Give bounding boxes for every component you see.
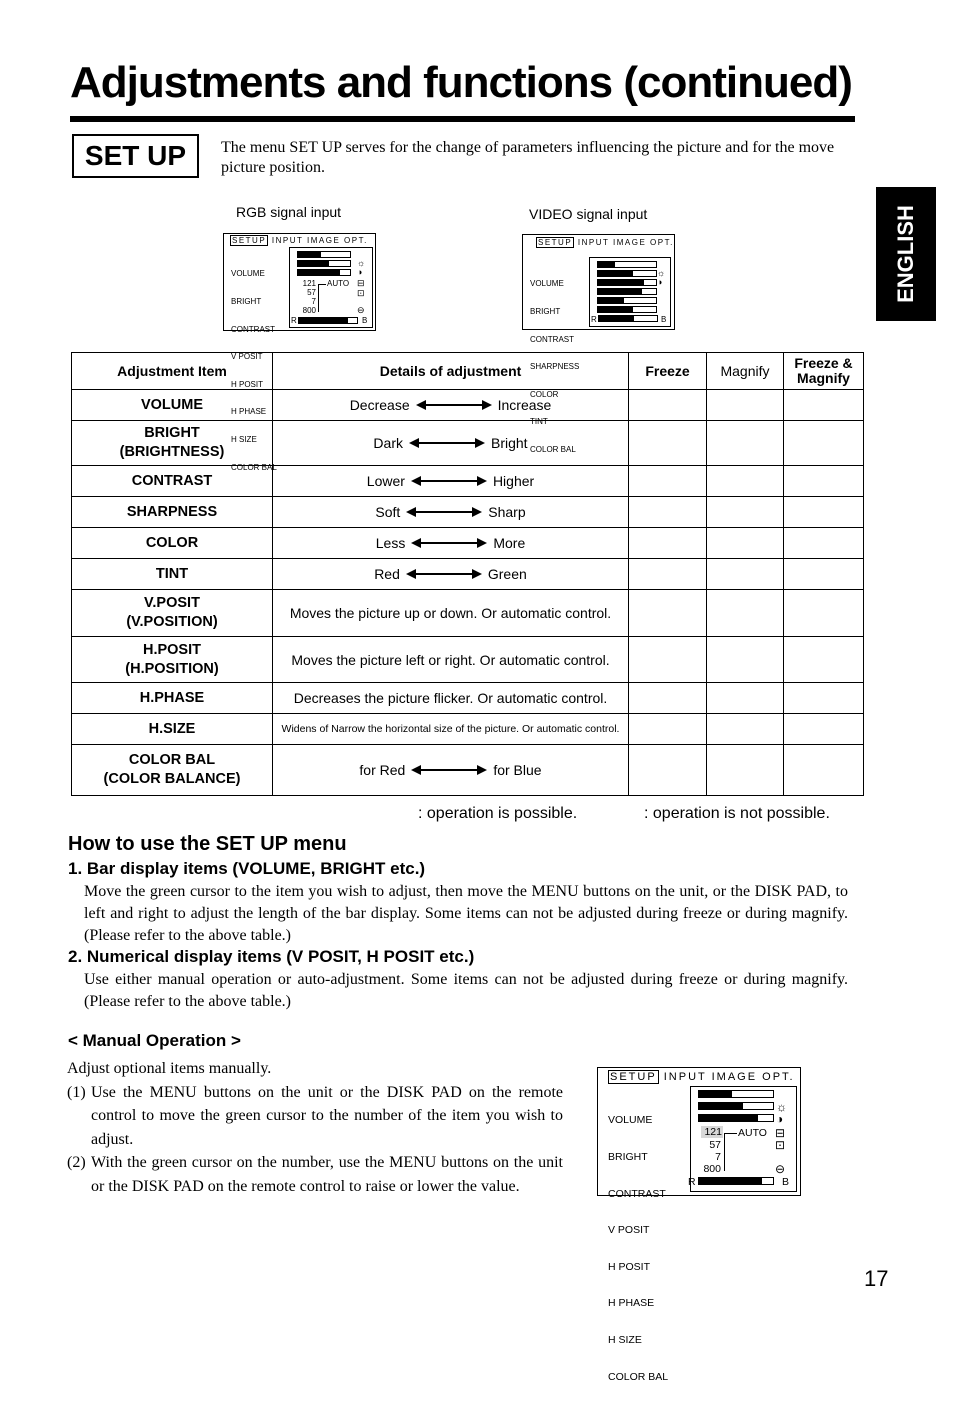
osd-tab-input: INPUT	[271, 236, 304, 245]
step-number: (2)	[67, 1154, 86, 1171]
osd-volume-bar	[597, 261, 657, 268]
table-row	[72, 637, 864, 683]
manual-steps	[67, 1057, 563, 1198]
item1-title: 1. Bar display items (VOLUME, BRIGHT etc.)	[68, 859, 426, 878]
row-detail: Widens of Narrow the horizontal size of the picture. Or automatic control.	[273, 714, 629, 745]
osd-label: TINT	[530, 417, 548, 427]
freeze-magnify-cell	[784, 421, 864, 466]
header-freeze: Freeze	[629, 353, 707, 390]
osd-bal-right: B	[661, 315, 667, 324]
title-rule	[70, 116, 855, 122]
osd-sharpness-bar	[597, 288, 657, 295]
double-arrow-icon	[406, 507, 482, 517]
page-title: Adjustments and functions (continued)	[70, 58, 852, 107]
magnify-cell	[707, 559, 784, 590]
osd-bright-bar	[297, 260, 351, 267]
osd-tab-opt: OPT.	[762, 1071, 795, 1083]
freeze-cell	[629, 559, 707, 590]
magnify-cell	[707, 528, 784, 559]
osd-contrast-bar	[698, 1114, 774, 1122]
legend-not-possible: : operation is not possible.	[644, 805, 830, 822]
osd-h-size-value: 800	[302, 306, 316, 315]
osd-label: H PHASE	[231, 407, 267, 417]
rgb-caption: RGB signal input	[236, 204, 342, 220]
freeze-cell	[629, 466, 707, 497]
double-arrow-icon	[416, 400, 492, 410]
table-row	[72, 745, 864, 796]
row-detail: Decreases the picture flicker. Or automatic control.	[273, 683, 629, 714]
osd-color-bal-bar	[598, 315, 658, 322]
osd-h-phase-value: 7	[715, 1151, 721, 1163]
table-row	[72, 466, 864, 497]
freeze-magnify-cell	[784, 683, 864, 714]
magnify-cell	[707, 421, 784, 466]
osd-tint-bar	[597, 306, 657, 313]
osd-bal-left: R	[591, 315, 597, 324]
step-text: With the green cursor on the number, use the MENU buttons on the unit or the DISK PAD on the remote control to raise or lower the value.	[91, 1154, 563, 1195]
manual-operation-title: < Manual Operation >	[68, 1031, 241, 1050]
osd-bright-bar-fill	[699, 1103, 743, 1109]
osd-sharpness-bar-fill	[598, 289, 642, 294]
magnify-cell	[707, 745, 784, 796]
magnify-cell	[707, 590, 784, 637]
osd-label: H SIZE	[231, 435, 257, 445]
osd-bright-bar-fill	[298, 261, 329, 266]
freeze-magnify-cell	[784, 590, 864, 637]
row-item: H.SIZE	[72, 714, 273, 745]
osd-label: BRIGHT	[231, 297, 262, 307]
adjustment-table	[71, 352, 864, 796]
osd-label: VOLUME	[231, 269, 265, 279]
range-high-label: Bright	[490, 435, 528, 451]
range-high-label: More	[493, 535, 526, 551]
freeze-cell	[629, 683, 707, 714]
osd-label: H POSIT	[608, 1260, 651, 1273]
osd-color-bar	[597, 297, 657, 304]
freeze-magnify-cell	[784, 714, 864, 745]
contrast-icon: ◑	[776, 1112, 784, 1126]
video-caption: VIDEO signal input	[529, 206, 648, 222]
item1-text: Move the green cursor to the item you wish to adjust, then move the MENU buttons on the unit, or the DISK PAD, to left and right to adjust the length of the bar display. Some items can not be adjusted during freeze or during magnify. (Please refer to the above table.)	[84, 883, 848, 944]
osd-volume-bar-fill	[598, 262, 615, 267]
double-arrow-icon	[411, 476, 487, 486]
row-detail	[273, 745, 629, 796]
osd-bright-bar-fill	[598, 271, 633, 276]
osd-label: CONTRAST	[608, 1187, 666, 1200]
osd-auto-label: AUTO	[738, 1127, 767, 1139]
osd-value-bracket	[318, 284, 319, 312]
osd-bright-bar	[698, 1102, 774, 1110]
range-low-label: Soft	[375, 504, 401, 520]
double-arrow-icon	[411, 538, 487, 548]
osd-h-phase-value: 7	[311, 297, 316, 306]
row-item: V.POSIT (V.POSITION)	[72, 590, 273, 637]
osd-volume-bar-fill	[699, 1091, 732, 1097]
osd-label: BRIGHT	[608, 1151, 648, 1164]
osd-tabs	[608, 1071, 795, 1083]
range-high-label: Green	[487, 566, 527, 582]
header-magnify: Magnify	[707, 353, 784, 390]
osd-volume-bar	[297, 251, 351, 258]
double-arrow-icon	[406, 569, 482, 579]
row-detail	[273, 559, 629, 590]
osd-label: VOLUME	[608, 1114, 653, 1127]
osd-tint-bar-fill	[598, 307, 633, 312]
osd-bal-right: B	[362, 316, 368, 325]
osd-tab-setup: SETUP	[538, 238, 573, 247]
table-header-row	[72, 353, 864, 390]
row-detail	[273, 421, 629, 466]
intro-text: The menu SET UP serves for the change of parameters influencing the picture and for the move picture position.	[221, 139, 835, 176]
table-row	[72, 590, 864, 637]
manual-intro: Adjust optional items manually.	[67, 1060, 272, 1077]
osd-tab-opt: OPT.	[650, 238, 674, 247]
osd-auto-connector	[318, 284, 326, 285]
osd-bal-left: R	[688, 1176, 696, 1188]
language-side-tab-label: ENGLISH	[893, 205, 918, 303]
language-side-tab	[876, 187, 936, 321]
osd-bal-right: B	[782, 1176, 790, 1188]
freeze-magnify-cell	[784, 745, 864, 796]
row-detail	[273, 528, 629, 559]
v-position-icon: ⊟	[775, 1126, 786, 1140]
double-arrow-icon	[411, 765, 487, 775]
row-item: SHARPNESS	[72, 497, 273, 528]
osd-h-posit-value: 57	[709, 1139, 721, 1151]
list-item	[67, 1151, 563, 1198]
freeze-magnify-cell	[784, 528, 864, 559]
magnify-cell	[707, 683, 784, 714]
freeze-magnify-cell	[784, 497, 864, 528]
magnify-cell	[707, 497, 784, 528]
magnify-cell	[707, 466, 784, 497]
h-size-icon: ⊖	[775, 1162, 786, 1176]
osd-h-posit-value: 57	[307, 288, 316, 297]
brightness-icon: ☼	[657, 268, 666, 278]
osd-contrast-bar-fill	[598, 280, 644, 285]
osd-color-bal-bar	[298, 317, 358, 324]
osd-tab-image: IMAGE	[307, 236, 341, 245]
header-adjustment-item: Adjustment Item	[72, 353, 273, 390]
table-row	[72, 497, 864, 528]
osd-tab-setup: SETUP	[232, 236, 267, 245]
item2-text: Use either manual operation or auto-adjustment. Some items can not be adjusted during freeze or during magnify. (Please refer to the above table.)	[84, 971, 848, 1010]
osd-bal-left: R	[291, 316, 297, 325]
osd-auto-connector	[724, 1133, 737, 1134]
header-details: Details of adjustment	[273, 353, 629, 390]
item2-title: 2. Numerical display items (V POSIT, H POSIT etc.)	[68, 947, 475, 966]
osd-v-posit-value-highlighted: 121	[701, 1126, 723, 1138]
freeze-magnify-cell	[784, 559, 864, 590]
osd-label: COLOR BAL	[231, 462, 277, 472]
range-low-label: Less	[375, 535, 406, 551]
osd-bright-bar	[597, 270, 657, 277]
osd-label: V POSIT	[608, 1224, 650, 1237]
osd-auto-label: AUTO	[327, 279, 350, 288]
osd-color-bal-bar-fill	[299, 318, 348, 323]
osd-labels	[608, 1090, 668, 1407]
page-number: 17	[864, 1266, 889, 1291]
row-item: H.POSIT (H.POSITION)	[72, 637, 273, 683]
table-row	[72, 528, 864, 559]
range-low-label: for Red	[359, 762, 406, 778]
osd-label: H PHASE	[608, 1297, 655, 1310]
osd-contrast-bar	[297, 269, 351, 276]
osd-tabs	[230, 236, 368, 245]
magnify-cell	[707, 637, 784, 683]
freeze-cell	[629, 590, 707, 637]
row-detail	[273, 390, 629, 421]
osd-label: SHARPNESS	[530, 362, 580, 372]
osd-label: CONTRAST	[530, 334, 574, 344]
osd-color-bal-bar-fill	[699, 1178, 762, 1184]
row-item: TINT	[72, 559, 273, 590]
range-low-label: Dark	[373, 435, 403, 451]
how-to-heading: How to use the SET UP menu	[68, 833, 347, 855]
row-item: CONTRAST	[72, 466, 273, 497]
osd-v-posit-value: 121	[302, 279, 316, 288]
contrast-icon: ◑	[357, 267, 363, 277]
osd-tab-input: INPUT	[663, 1071, 707, 1083]
h-position-icon: ⊡	[357, 288, 365, 298]
freeze-cell	[629, 528, 707, 559]
osd-menu-rgb	[223, 233, 376, 472]
row-item: COLOR BAL (COLOR BALANCE)	[72, 745, 273, 796]
row-item: H.PHASE	[72, 683, 273, 714]
osd-tab-opt: OPT.	[344, 236, 368, 245]
row-item: VOLUME	[72, 390, 273, 421]
magnify-cell	[707, 390, 784, 421]
osd-volume-bar-fill	[298, 252, 321, 257]
osd-color-bal-bar-fill	[599, 316, 634, 321]
range-high-label: for Blue	[493, 762, 542, 778]
freeze-magnify-cell	[784, 390, 864, 421]
osd-label: COLOR BAL	[608, 1370, 669, 1383]
table-row	[72, 683, 864, 714]
row-detail	[273, 466, 629, 497]
header-freeze-magnify: Freeze & Magnify	[784, 353, 864, 390]
osd-contrast-bar-fill	[699, 1115, 758, 1121]
table-row	[72, 559, 864, 590]
osd-menu-manual	[597, 1067, 801, 1383]
range-low-label: Red	[374, 566, 400, 582]
v-position-icon: ⊟	[357, 278, 365, 288]
freeze-cell	[629, 637, 707, 683]
osd-label: COLOR BAL	[530, 445, 576, 455]
freeze-cell	[629, 497, 707, 528]
osd-label: BRIGHT	[530, 307, 561, 317]
range-high-label: Higher	[492, 473, 535, 489]
osd-contrast-bar	[597, 279, 657, 286]
step-number: (1)	[67, 1083, 86, 1101]
osd-tabs	[536, 238, 674, 247]
legend-possible: : operation is possible.	[418, 805, 578, 822]
osd-volume-bar	[698, 1090, 774, 1098]
section-label-box: SET UP	[72, 134, 199, 178]
list-item	[67, 1081, 563, 1152]
osd-tab-image: IMAGE	[613, 238, 647, 247]
freeze-cell	[629, 390, 707, 421]
table-row	[72, 714, 864, 745]
row-detail: Moves the picture up or down. Or automatic control.	[273, 590, 629, 637]
row-item: COLOR	[72, 528, 273, 559]
freeze-cell	[629, 421, 707, 466]
magnify-cell	[707, 714, 784, 745]
double-arrow-icon	[409, 438, 485, 448]
row-detail: Moves the picture left or right. Or automatic control.	[273, 637, 629, 683]
osd-label: V POSIT	[231, 352, 263, 362]
range-high-label: Sharp	[488, 504, 526, 520]
table-row	[72, 421, 864, 466]
h-size-icon: ⊖	[357, 305, 365, 315]
freeze-magnify-cell	[784, 637, 864, 683]
osd-h-size-value: 800	[703, 1163, 721, 1175]
freeze-magnify-cell	[784, 466, 864, 497]
freeze-cell	[629, 714, 707, 745]
osd-label: CONTRAST	[231, 324, 275, 334]
freeze-cell	[629, 745, 707, 796]
osd-label: H SIZE	[608, 1334, 642, 1347]
osd-tab-image: IMAGE	[711, 1071, 758, 1083]
osd-value-bracket	[724, 1133, 725, 1171]
brightness-icon: ☼	[357, 258, 366, 268]
osd-tab-input: INPUT	[577, 238, 610, 247]
osd-label: VOLUME	[530, 279, 564, 289]
row-item: BRIGHT (BRIGHTNESS)	[72, 421, 273, 466]
brightness-icon: ☼	[776, 1100, 787, 1114]
range-high-label: Increase	[497, 397, 552, 413]
table-row	[72, 390, 864, 421]
contrast-icon: ◑	[657, 277, 663, 287]
range-low-label: Decrease	[349, 397, 410, 413]
h-position-icon: ⊡	[775, 1138, 786, 1152]
osd-color-bal-bar	[698, 1177, 774, 1185]
osd-label: H POSIT	[231, 379, 264, 389]
range-low-label: Lower	[366, 473, 405, 489]
step-text: Use the MENU buttons on the unit or the DISK PAD on the remote control to move the green cursor to the number of the item you wish to adjust.	[91, 1083, 563, 1148]
osd-color-bar-fill	[598, 298, 624, 303]
osd-contrast-bar-fill	[298, 270, 340, 275]
osd-label: COLOR	[530, 389, 559, 399]
row-detail	[273, 497, 629, 528]
osd-tab-setup: SETUP	[610, 1071, 657, 1083]
